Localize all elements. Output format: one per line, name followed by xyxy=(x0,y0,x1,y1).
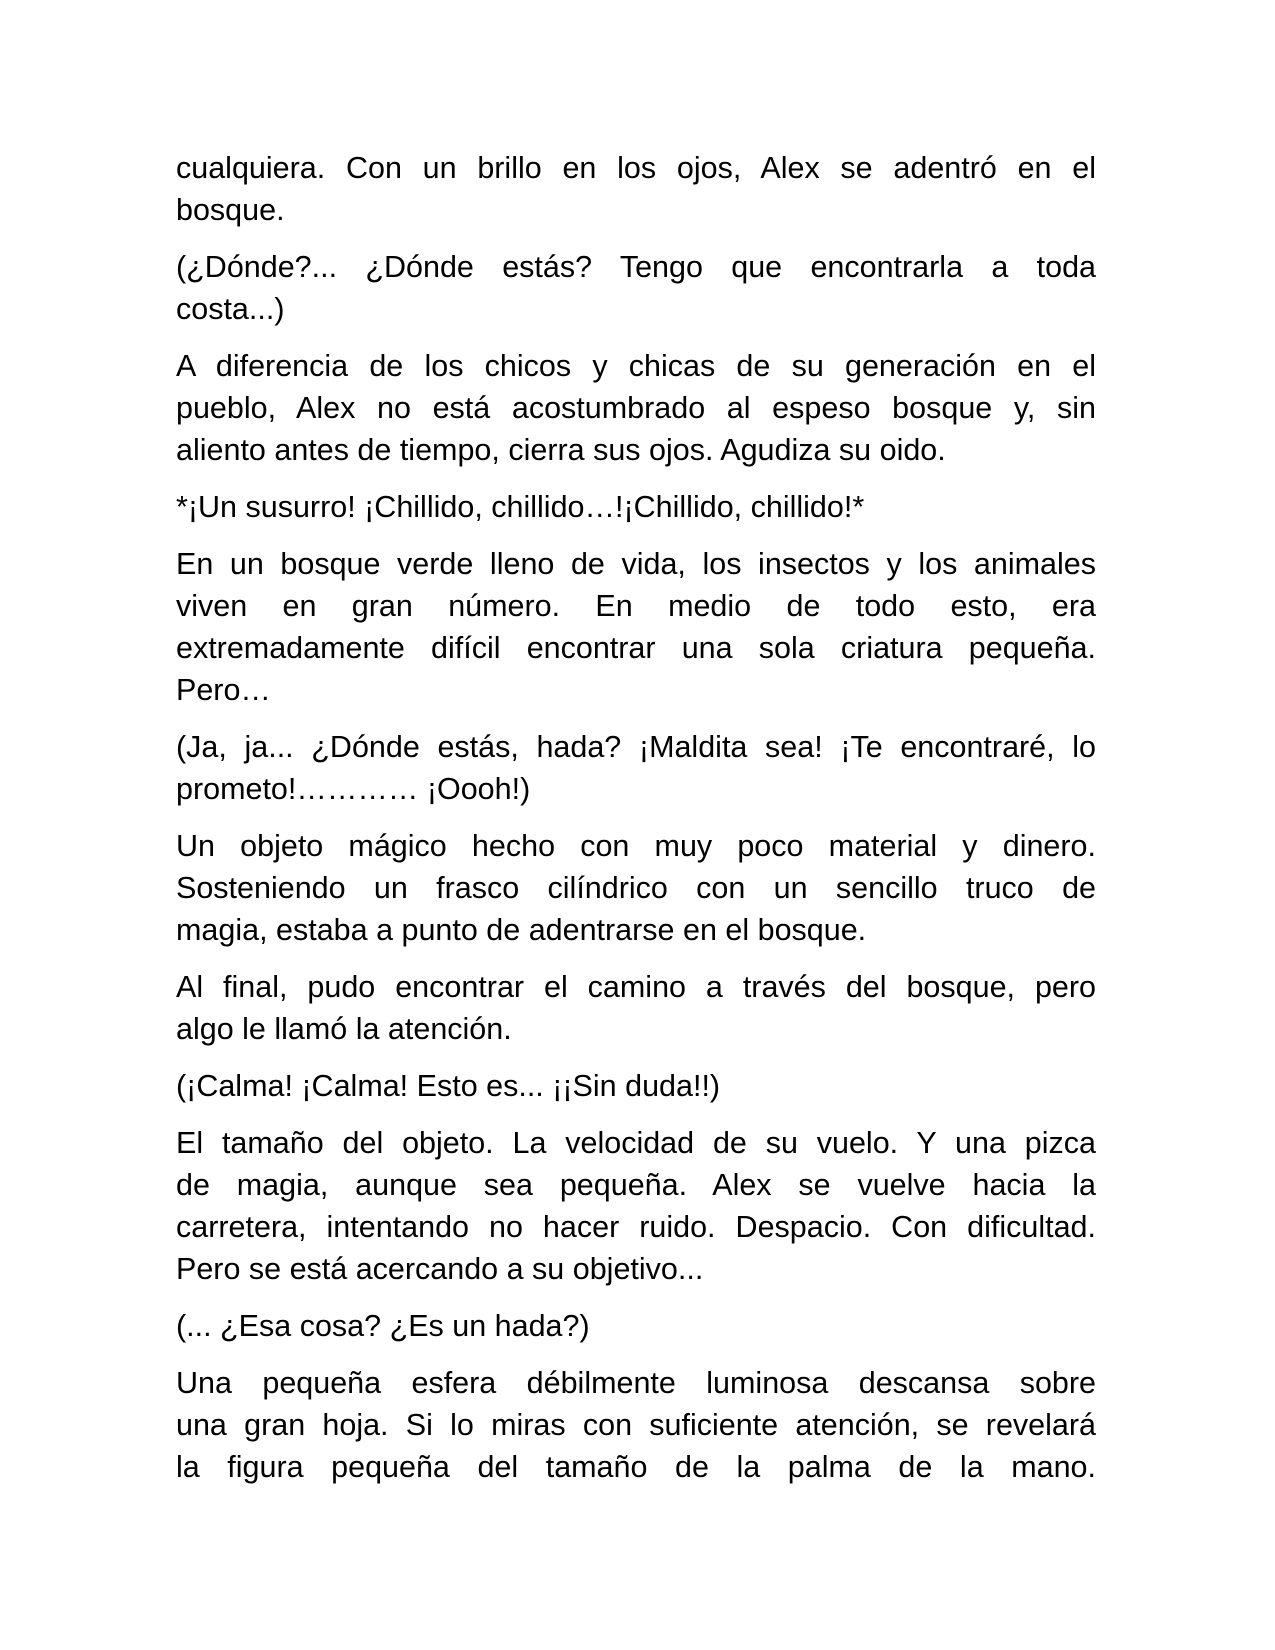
document-body xyxy=(176,147,1096,1503)
text-line: pueblo, Alex no está acostumbrado al espeso bosque y, sin xyxy=(176,391,1096,425)
text-line: (... ¿Esa cosa? ¿Es un hada?) xyxy=(176,1309,590,1343)
text-line: Pero… xyxy=(176,673,271,707)
paragraph xyxy=(176,1065,1096,1107)
text-line: costa...) xyxy=(176,292,285,326)
text-line: bosque. xyxy=(176,193,285,227)
paragraph xyxy=(176,345,1096,471)
text-line: El tamaño del objeto. La velocidad de su vuelo. Y una pizca xyxy=(176,1126,1096,1160)
text-line: Una pequeña esfera débilmente luminosa descansa sobre xyxy=(176,1366,1096,1400)
paragraph xyxy=(176,543,1096,711)
paragraph xyxy=(176,825,1096,951)
paragraph xyxy=(176,486,1096,528)
text-line: de magia, aunque sea pequeña. Alex se vuelve hacia la xyxy=(176,1168,1096,1202)
paragraph xyxy=(176,966,1096,1050)
text-line: prometo!………… ¡Oooh!) xyxy=(176,772,531,806)
text-line: viven en gran número. En medio de todo esto, era xyxy=(176,589,1096,623)
paragraph xyxy=(176,1305,1096,1347)
text-line: magia, estaba a punto de adentrarse en el bosque. xyxy=(176,913,867,947)
text-line: Al final, pudo encontrar el camino a través del bosque, pero xyxy=(176,970,1096,1004)
text-line: carretera, intentando no hacer ruido. Despacio. Con dificultad. xyxy=(176,1210,1096,1244)
paragraph xyxy=(176,1122,1096,1290)
text-line: algo le llamó la atención. xyxy=(176,1012,512,1046)
text-line: Un objeto mágico hecho con muy poco material y dinero. xyxy=(176,829,1096,863)
text-line: En un bosque verde lleno de vida, los insectos y los animales xyxy=(176,547,1096,581)
paragraph xyxy=(176,246,1096,330)
text-line: cualquiera. Con un brillo en los ojos, Alex se adentró en el xyxy=(176,151,1096,185)
text-line: aliento antes de tiempo, cierra sus ojos. Agudiza su oido. xyxy=(176,433,946,467)
text-line: extremadamente difícil encontrar una sola criatura pequeña. xyxy=(176,631,1096,665)
text-line: *¡Un susurro! ¡Chillido, chillido…!¡Chillido, chillido!* xyxy=(176,490,865,524)
paragraph xyxy=(176,147,1096,231)
paragraph xyxy=(176,726,1096,810)
text-line: (¿Dónde?... ¿Dónde estás? Tengo que encontrarla a toda xyxy=(176,250,1096,284)
text-line: (¡Calma! ¡Calma! Esto es... ¡¡Sin duda!!) xyxy=(176,1069,721,1103)
text-line: una gran hoja. Si lo miras con suficiente atención, se revelará xyxy=(176,1408,1096,1442)
text-line: Pero se está acercando a su objetivo... xyxy=(176,1252,704,1286)
text-line: (Ja, ja... ¿Dónde estás, hada? ¡Maldita sea! ¡Te encontraré, lo xyxy=(176,730,1096,764)
text-line: A diferencia de los chicos y chicas de su generación en el xyxy=(176,349,1096,383)
paragraph xyxy=(176,1362,1096,1488)
text-line: Sosteniendo un frasco cilíndrico con un sencillo truco de xyxy=(176,871,1096,905)
text-line: la figura pequeña del tamaño de la palma de la mano. xyxy=(176,1450,1096,1484)
